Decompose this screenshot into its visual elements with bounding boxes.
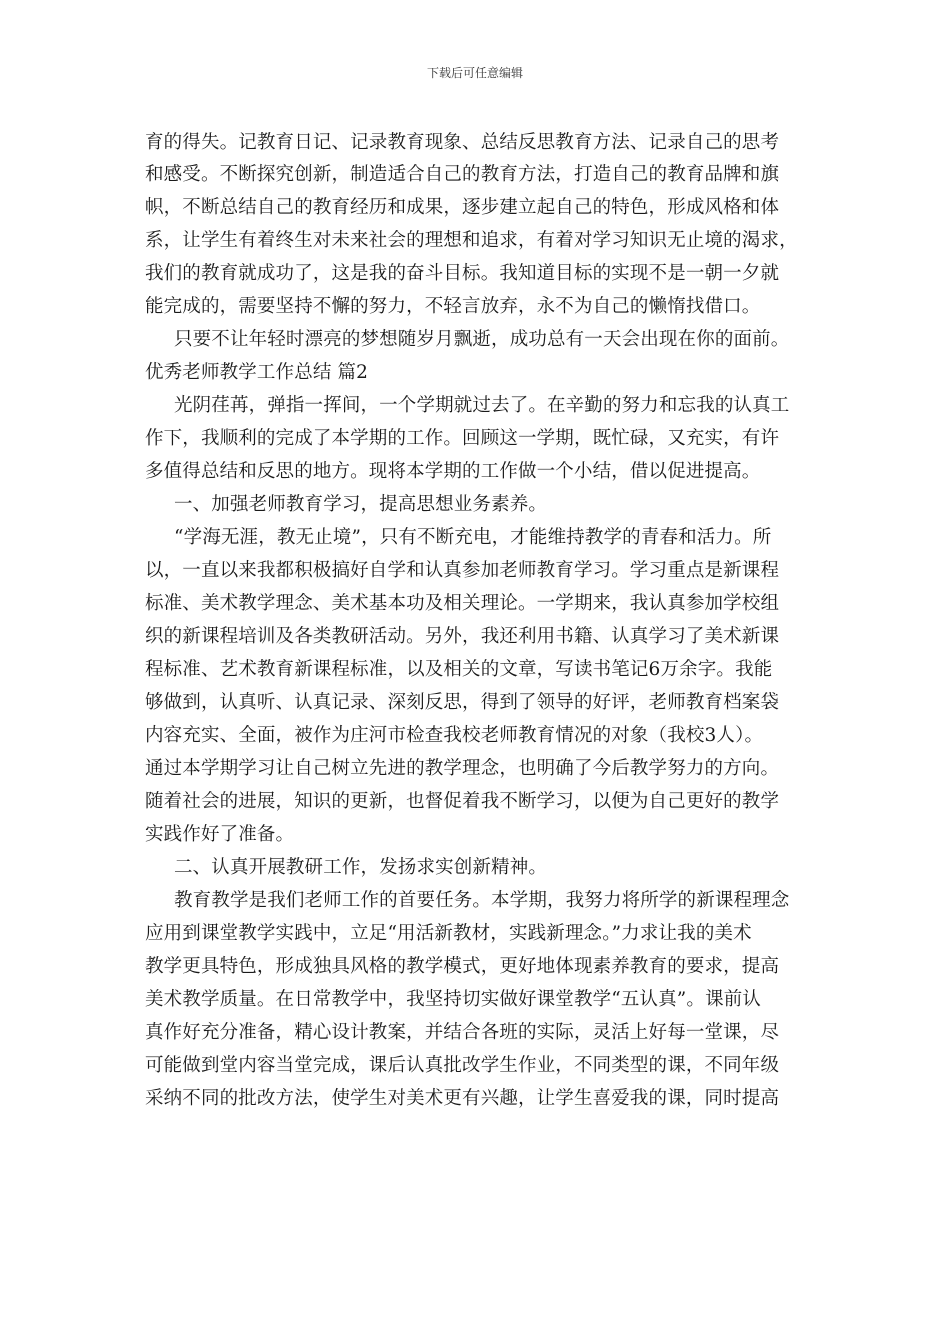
text-line: 光阴荏苒，弹指一挥间，一个学期就过去了。在辛勤的努力和忘我的认真工 — [174, 395, 790, 416]
text-line: 可能做到堂内容当堂完成，课后认真批改学生作业，不同类型的课，不同年级 — [145, 1055, 780, 1076]
text-line: 作下，我顺利的完成了本学期的工作。回顾这一学期，既忙碌，又充实，有许 — [145, 428, 780, 449]
text-line: 和感受。不断探究创新，制造适合自己的教育方法，打造自己的教育品牌和旗 — [145, 164, 780, 185]
subsection-heading: 二、认真开展教研工作，发扬求实创新精神。 — [174, 857, 548, 878]
text-line: “学海无涯，教无止境”，只有不断充电，才能维持教学的青春和活力。所 — [174, 527, 772, 548]
section-heading: 优秀老师教学工作总结 篇2 — [145, 362, 369, 383]
text-line: 织的新课程培训及各类教研活动。另外，我还利用书籍、认真学习了美术新课 — [145, 626, 780, 647]
text-line: 只要不让年轻时漂亮的梦想随岁月飘逝，成功总有一天会出现在你的面前。 — [174, 329, 790, 350]
text-line: 采纳不同的批改方法，使学生对美术更有兴趣，让学生喜爱我的课，同时提高 — [145, 1088, 780, 1109]
text-line: 育的得失。记教育日记、记录教育现象、总结反思教育方法、记录自己的思考 — [145, 132, 780, 153]
text-line: 程标准、艺术教育新课程标准，以及相关的文章，写读书笔记6万余字。我能 — [145, 659, 773, 680]
text-line: 教育教学是我们老师工作的首要任务。本学期，我努力将所学的新课程理念 — [174, 890, 790, 911]
text-line: 够做到，认真听、认真记录、深刻反思，得到了领导的好评，老师教育档案袋 — [145, 692, 780, 713]
text-line: 应用到课堂教学实践中，立足“用活新教材，实践新理念。”力求让我的美术 — [145, 923, 752, 944]
text-line: 实践作好了准备。 — [145, 824, 295, 845]
text-line: 真作好充分准备，精心设计教案，并结合各班的实际，灵活上好每一堂课，尽 — [145, 1022, 780, 1043]
text-line: 多值得总结和反思的地方。现将本学期的工作做一个小结，借以促进提高。 — [145, 461, 761, 482]
text-line: 帜，不断总结自己的教育经历和成果，逐步建立起自己的特色，形成风格和体 — [145, 197, 780, 218]
text-line: 教学更具特色，形成独具风格的教学模式，更好地体现素养教育的要求，提高 — [145, 956, 780, 977]
subsection-heading: 一、加强老师教育学习，提高思想业务素养。 — [174, 494, 548, 515]
text-line: 以，一直以来我都积极搞好自学和认真参加老师教育学习。学习重点是新课程 — [145, 560, 780, 581]
text-line: 美术教学质量。在日常教学中，我坚持切实做好课堂教学“五认真”。课前认 — [145, 989, 762, 1010]
text-line: 系，让学生有着终生对未来社会的理想和追求，有着对学习知识无止境的渴求， — [145, 230, 798, 251]
text-line: 标准、美术教学理念、美术基本功及相关理论。一学期来，我认真参加学校组 — [145, 593, 780, 614]
text-line: 能完成的，需要坚持不懈的努力，不轻言放弃，永不为自己的懒惰找借口。 — [145, 296, 761, 317]
text-line: 随着社会的进展，知识的更新，也督促着我不断学习，以便为自己更好的教学 — [145, 791, 780, 812]
page-header: 下载后可任意编辑 — [426, 66, 523, 80]
text-line: 内容充实、全面，被作为庄河市检查我校老师教育情况的对象（我校3人）。 — [145, 725, 764, 746]
text-line: 我们的教育就成功了，这是我的奋斗目标。我知道目标的实现不是一朝一夕就 — [145, 263, 780, 284]
text-line: 通过本学期学习让自己树立先进的教学理念，也明确了今后教学努力的方向。 — [145, 758, 780, 779]
